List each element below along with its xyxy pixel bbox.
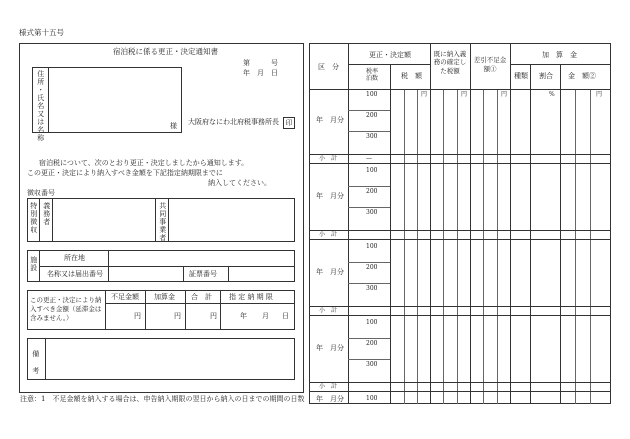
certificate-number-label: 証票番号 <box>189 270 217 278</box>
unit-yen-a: 円 <box>421 91 428 98</box>
issuer-name: 大阪府なにわ北府税事務所長 <box>188 118 279 126</box>
address-box <box>32 67 182 133</box>
tax-rate-cell: 300 <box>366 361 378 368</box>
remarks-label: 備考 <box>31 350 40 384</box>
tax-rate-cell: 100 <box>366 319 378 326</box>
period-label: 年 月分 <box>316 344 344 352</box>
collection-number-label: 徴収番号 <box>27 189 55 197</box>
deadline-header: 指 定 納 期 限 <box>229 293 273 301</box>
unit-yen-d: 円 <box>596 91 603 98</box>
period-label: 年 月分 <box>316 116 344 124</box>
correction-header: 更正・決定額 <box>369 51 411 59</box>
deadline-year: 年 <box>240 312 247 320</box>
shortage-yen: 円 <box>134 312 141 320</box>
notice-date: 年 月 日 <box>243 69 278 77</box>
tax-rate-cell: 100 <box>366 395 378 402</box>
total-yen: 円 <box>210 312 217 320</box>
total-header: 合 計 <box>191 293 212 301</box>
obligor-label: 義務者 <box>42 202 51 226</box>
category-header: 区 分 <box>318 63 339 71</box>
tax-rate-header: 税率 <box>365 68 378 75</box>
unit-percent: % <box>549 91 555 98</box>
notice-title: 宿泊税に係る更正・決定通知書 <box>113 47 218 56</box>
body-line-2: この更正・決定により納入すべき金額を下記指定納期限までに <box>27 169 223 177</box>
surcharge-yen: 円 <box>174 312 181 320</box>
tax-rate-count-header <box>360 68 384 82</box>
facility-location-label: 所在地 <box>64 254 85 262</box>
tax-rate-cell: 300 <box>366 209 378 216</box>
surcharge-column-header: 加 算 金 <box>542 51 577 59</box>
subtotal-label: 小 計 <box>319 155 338 162</box>
form-number: 様式第十五号 <box>19 28 64 37</box>
facility-name-label: 名称又は届出番号 <box>47 270 103 278</box>
shortage-header: 不足金額 <box>111 293 139 301</box>
subtotal-label: 小 計 <box>319 307 338 314</box>
body-line-1: 宿泊税について、次のとおり更正・決定しましたから通知します。 <box>39 159 249 167</box>
special-collection-label: 特別徴収 <box>29 202 38 234</box>
deadline-day: 日 <box>282 312 289 320</box>
subtotal-label: 小 計 <box>319 383 338 390</box>
unit-yen-b: 円 <box>461 91 468 98</box>
subtotal-dash: — <box>366 155 372 162</box>
tax-rate-cell: 200 <box>366 188 378 195</box>
tax-rate-cell: 100 <box>366 167 378 174</box>
period-label: 年 月分 <box>316 395 344 403</box>
period-label: 年 月分 <box>316 268 344 276</box>
tax-rate-cell: 200 <box>366 264 378 271</box>
count-header: 泊数 <box>365 75 378 83</box>
remarks-box <box>27 338 295 380</box>
issuer-seal: 印 <box>283 117 295 129</box>
facility-label: 施設 <box>29 256 38 272</box>
surcharge-header: 加算金 <box>154 293 175 301</box>
footer-note: 注意：1 不足金額を納入する場合は、申告納入期限の翌日から納入の日までの期間の日数 <box>20 395 305 403</box>
tax-rate-cell: 100 <box>366 91 378 98</box>
tax-rate-cell: 300 <box>366 133 378 140</box>
already-paid-header: 既に納入義務の確定した税額 <box>433 50 467 75</box>
tax-rate-cell: 200 <box>366 112 378 119</box>
honorific: 様 <box>170 122 177 130</box>
address-label: 住所・氏名又は名称 <box>36 70 45 142</box>
notice-number: 第 号 <box>243 59 278 67</box>
tax-rate-cell: 200 <box>366 340 378 347</box>
right-table <box>309 43 611 404</box>
tax-rate-cell: 300 <box>366 285 378 292</box>
rate-header: 割合 <box>539 72 553 80</box>
period-label: 年 月分 <box>316 192 344 200</box>
amount-header: 金 額② <box>568 72 596 80</box>
shortage-column-header: 差引不足金額① <box>473 56 507 74</box>
subtotal-label: 小 計 <box>319 231 338 238</box>
payment-description: この更正・決定により納入すべき金額（延滞金は含みません。） <box>30 296 102 322</box>
unit-yen-c: 円 <box>501 91 508 98</box>
deadline-month: 月 <box>262 312 269 320</box>
body-line-3: 納入してください。 <box>208 179 271 187</box>
rate-type-header: 種類 <box>514 72 528 80</box>
tax-amount-header: 税 額 <box>401 72 422 80</box>
joint-business-label: 共同事業者 <box>158 202 167 242</box>
tax-rate-cell: 100 <box>366 243 378 250</box>
